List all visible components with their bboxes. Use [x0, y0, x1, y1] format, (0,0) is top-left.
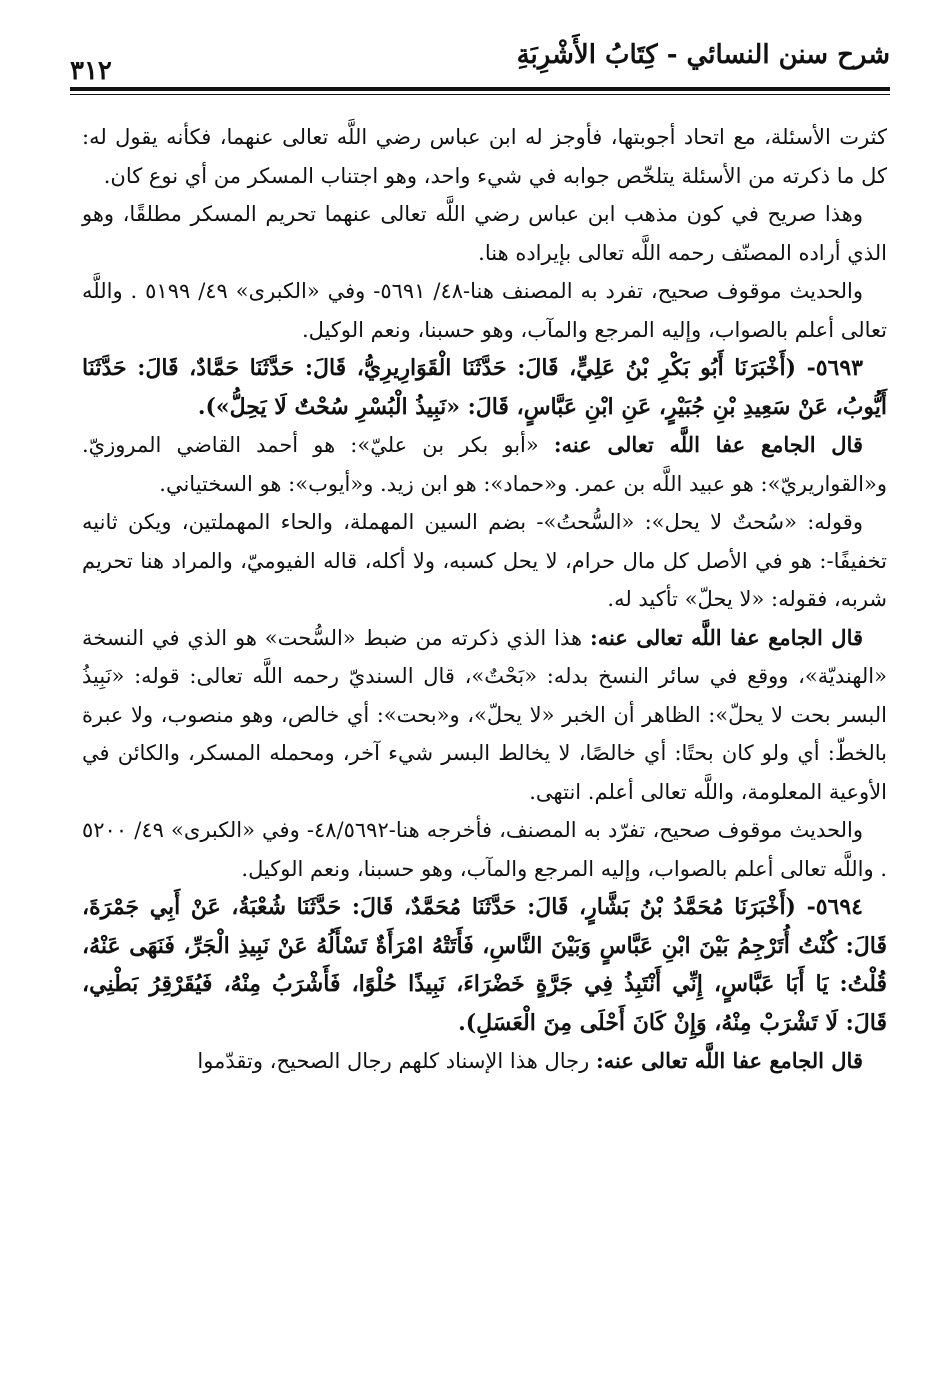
header-rule-thin: [70, 94, 890, 95]
commentary-paragraph: [82, 118, 887, 195]
paragraph-text: كثرت الأسئلة، مع اتحاد أجوبتها، فأوجز له ابن عباس رضي اللَّه تعالى عنهما، فكأنه يقول له: كل ما ذكرته من الأسئلة يتلخّص جوابه في شيء واحد، وهو اجتناب المسكر من أي نوع كان.: [82, 125, 887, 188]
commentary-paragraph: [82, 1042, 887, 1081]
paragraph-text: ٥٦٩٣- (أَخْبَرَنَا أَبُو بَكْرِ بْنُ عَلِيٍّ، قَالَ: حَدَّثَنَا الْقَوَارِيرِيُّ، قَالَ: حَدَّثَنَا حَمَّادٌ، قَالَ: حَدَّثَنَا أَيُّوبُ، عَنْ سَعِيدِ بْنِ جُبَيْرٍ، عَنِ ابْنِ عَبَّاسٍ، قَالَ: «نَبِيذُ الْبُسْرِ سُحْتٌ لَا يَحِلُّ»).: [82, 355, 887, 420]
commentary-paragraph: [82, 619, 887, 812]
header-rule-thick: [70, 87, 890, 91]
paragraph-text: هذا الذي ذكرته من ضبط «السُّحت» هو الذي في النسخة «الهنديّة»، ووقع في سائر النسخ بدله: «بَحْتٌ»، قال السنديّ رحمه اللَّه تعالى: قوله: «نَبِيذُ البسر بحت لا يحلّ»: الظاهر أن الخبر «لا يحلّ»، و«بحت»: أي خالص، وهو منصوب، ولا عبرة بالخطّ: أي ولو كان بحتًا: أي خالصًا، لا يخالط البسر شيء آخر، ومحمله المسكر، والكائن في الأوعية المعلومة، واللَّه تعالى أعلم. انتهى.: [82, 625, 887, 804]
page-header: [70, 38, 890, 96]
paragraph-text: «أبو بكر بن عليّ»: هو أحمد القاضي المروزيّ. و«القواريريّ»: هو عبيد اللَّه بن عمر. و«حماد»: هو ابن زيد. و«أيوب»: هو السختياني.: [82, 433, 887, 496]
paragraph-text: رجال هذا الإسناد كلهم رجال الصحيح، وتقدّموا: [197, 1049, 596, 1073]
paragraph-lead: قال الجامع عفا اللَّه تعالى عنه:: [595, 1048, 863, 1073]
paragraph-text: وهذا صريح في كون مذهب ابن عباس رضي اللَّه تعالى عنهما تحريم المسكر مطلقًا، وهو الذي أراده المصنّف رحمه اللَّه تعالى بإيراده هنا.: [82, 202, 887, 265]
page-number: ٣١٢: [70, 56, 112, 86]
commentary-paragraph: [82, 272, 887, 349]
commentary-paragraph: [82, 426, 887, 503]
paragraph-text: والحديث موقوف صحيح، تفرّد به المصنف، فأخرجه هنا-٤٨/٥٦٩٢- وفي «الكبرى» ٤٩/ ٥٢٠٠ . واللَّه تعالى أعلم بالصواب، وإليه المرجع والمآب، وهو حسبنا، ونعم الوكيل.: [82, 818, 887, 881]
paragraph-text: ٥٦٩٤- (أَخْبَرَنَا مُحَمَّدُ بْنُ بَشَّارٍ، قَالَ: حَدَّثَنَا مُحَمَّدٌ، قَالَ: حَدَّثَنَا شُعْبَةُ، عَنْ أَبِي جَمْرَةَ، قَالَ: كُنْتُ أُتَرْجِمُ بَيْنَ ابْنِ عَبَّاسٍ وَبَيْنَ النَّاسِ، فَأَتَتْهُ امْرَأَةٌ تَسْأَلُهُ عَنْ نَبِيذِ الْجَرِّ، فَنَهَى عَنْهُ، قُلْتُ: يَا أَبَا عَبَّاسٍ، إِنِّي أَنْتَبِذُ فِي جَرَّةٍ خَضْرَاءَ، نَبِيذًا حُلْوًا، فَأَشْرَبُ مِنْهُ، فَيُقَرْقِرُ بَطْنِي، قَالَ: لَا تَشْرَبْ مِنْهُ، وَإِنْ كَانَ أَحْلَى مِنَ الْعَسَلِ).: [82, 894, 887, 1036]
paragraph-lead: قال الجامع عفا اللَّه تعالى عنه:: [589, 624, 864, 650]
commentary-paragraph: [82, 195, 887, 272]
commentary-paragraph: [82, 811, 887, 888]
hadith-paragraph: [82, 349, 887, 426]
commentary-paragraph: [82, 503, 887, 619]
paragraph-lead: قال الجامع عفا اللَّه تعالى عنه:: [553, 432, 863, 457]
page-body: [82, 118, 887, 1081]
running-title: شرح سنن النسائي - كِتَابُ الأَشْرِبَةِ: [516, 40, 890, 70]
paragraph-text: وقوله: «سُحتٌ لا يحل»: «السُّحتُ»- بضم السين المهملة، والحاء المهملتين، ويكن ثانيه تخفيفًا-: هو في الأصل كل مال حرام، لا يحل كسبه، ولا أكله، قاله الفيوميّ، والمراد هنا تحريم شربه، فقوله: «لا يحلّ» تأكيد له.: [82, 510, 887, 611]
hadith-paragraph: [82, 888, 887, 1042]
paragraph-text: والحديث موقوف صحيح، تفرد به المصنف هنا-٤٨/ ٥٦٩١- وفي «الكبرى» ٤٩/ ٥١٩٩ . واللَّه تعالى أعلم بالصواب، وإليه المرجع والمآب، وهو حسبنا، ونعم الوكيل.: [82, 279, 887, 342]
